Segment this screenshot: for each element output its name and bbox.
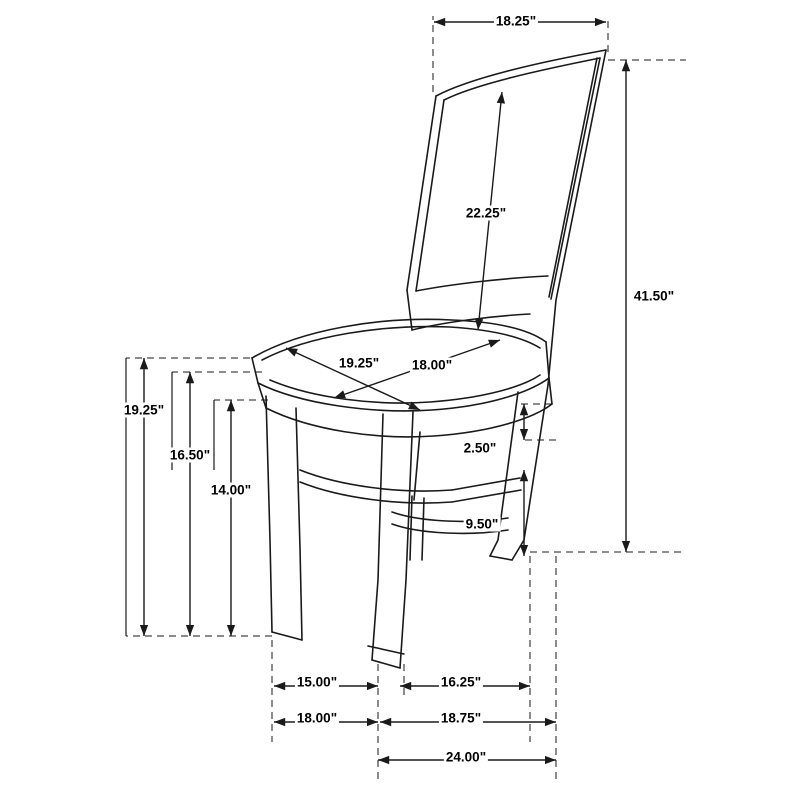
- extension-lines: [126, 13, 686, 780]
- dim-leg-clearance: 9.50": [465, 516, 499, 532]
- dim-overall-height: 41.50": [633, 288, 675, 304]
- dim-seat-depth-diag: 19.25": [338, 355, 380, 371]
- dimension-ticks: [126, 358, 214, 636]
- dim-side-depth: 18.75": [440, 710, 482, 726]
- dim-apron-height: 2.50": [463, 440, 497, 456]
- dim-stretcher-height: 14.00": [210, 482, 252, 498]
- dim-seat-width-diag: 18.00": [411, 357, 453, 373]
- dim-side-leg-span: 16.25": [440, 674, 482, 690]
- dim-seat-back-height: 19.25": [123, 402, 165, 418]
- dim-seat-front-height: 16.50": [169, 447, 211, 463]
- dim-front-leg-span: 15.00": [296, 674, 338, 690]
- dim-front-width: 18.00": [296, 710, 338, 726]
- dim-back-width: 18.25": [495, 13, 537, 29]
- dim-overall-depth: 24.00": [445, 749, 487, 765]
- dim-back-height: 22.25": [465, 205, 507, 221]
